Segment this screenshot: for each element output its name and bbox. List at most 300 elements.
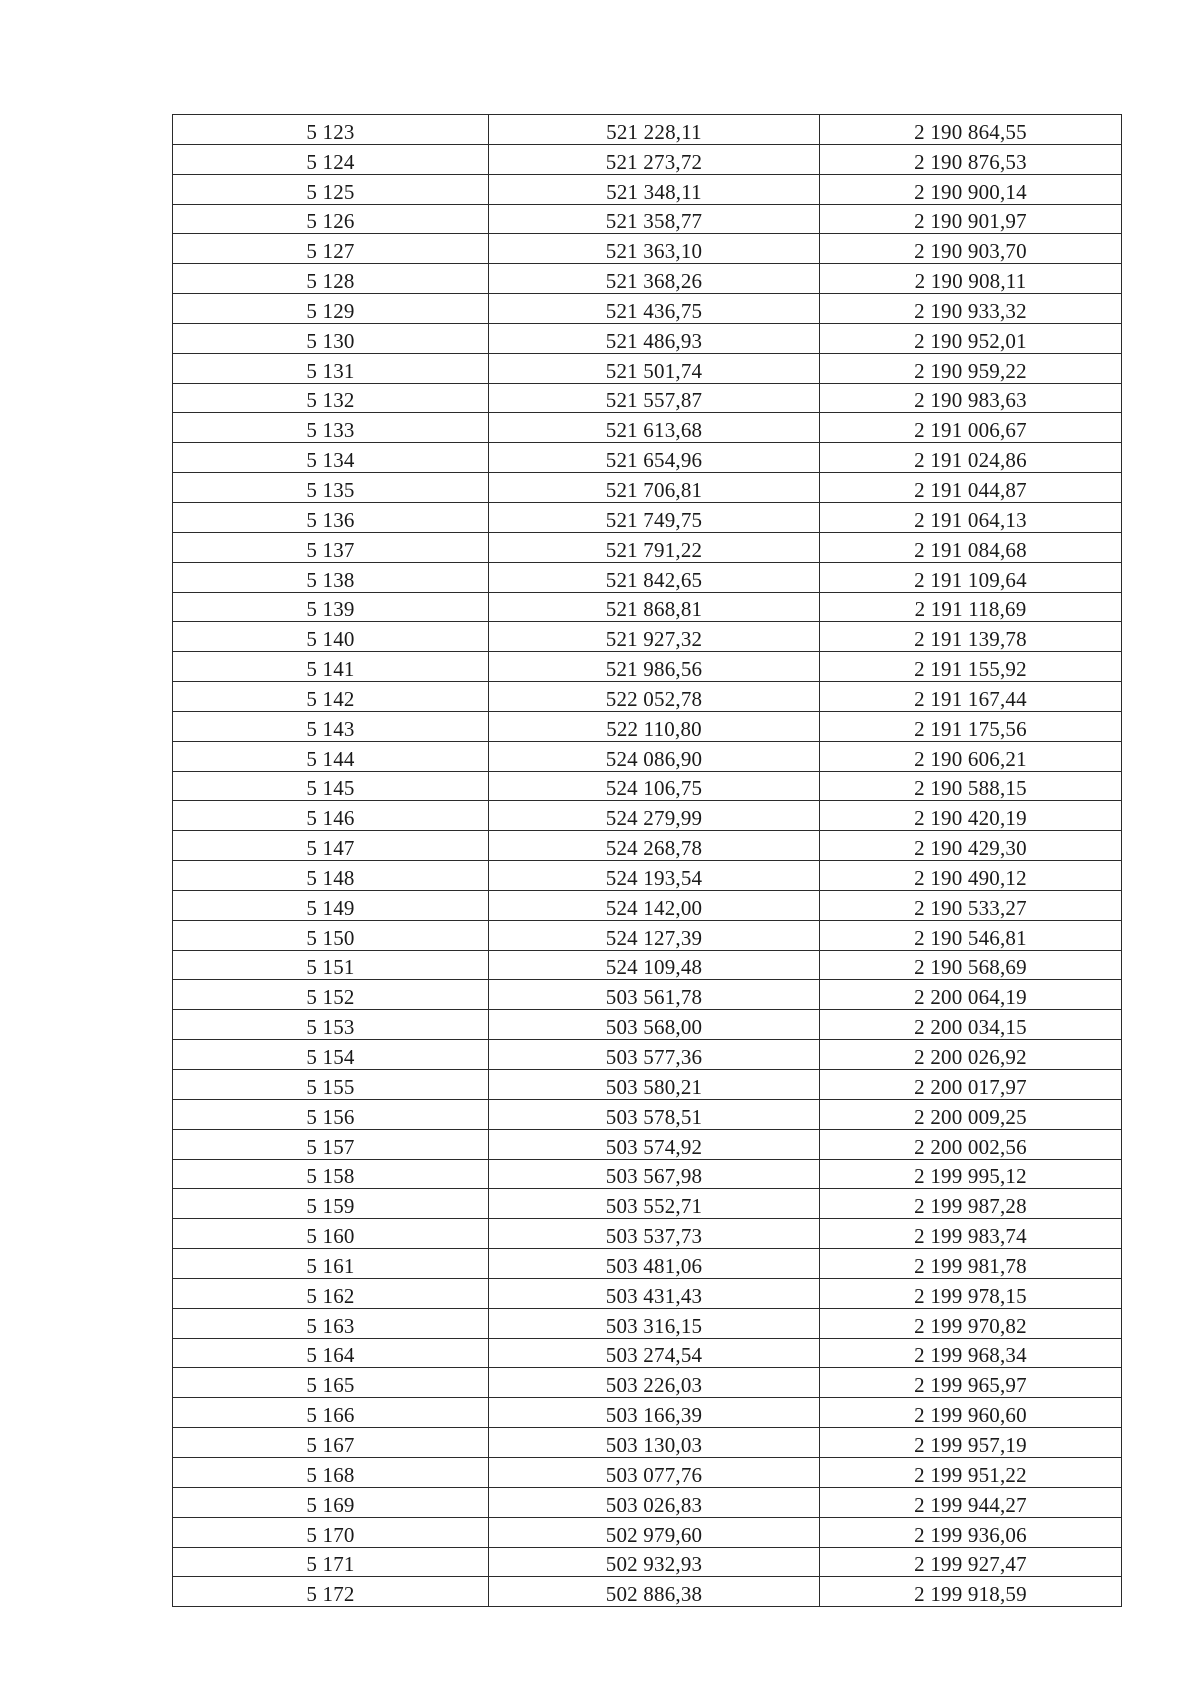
y-coordinate-text: 2 191 175,56	[914, 716, 1027, 741]
point-number-cell	[173, 204, 489, 234]
y-coordinate-text: 2 191 167,44	[914, 686, 1027, 711]
y-coordinate-text: 2 191 064,13	[914, 507, 1027, 532]
point-number-text: 5 165	[306, 1373, 355, 1398]
x-coordinate-text: 521 486,93	[605, 328, 703, 353]
x-coordinate-text: 524 109,48	[605, 955, 703, 980]
table-row	[173, 234, 1122, 264]
point-number-text: 5 128	[306, 269, 355, 294]
point-number-cell	[173, 174, 489, 204]
table-row	[173, 711, 1122, 741]
x-coordinate-cell	[489, 204, 820, 234]
x-coordinate-cell	[489, 413, 820, 443]
x-coordinate-text: 503 580,21	[605, 1074, 703, 1099]
table-row	[173, 532, 1122, 562]
x-coordinate-text: 524 086,90	[605, 746, 703, 771]
point-number-cell	[173, 1159, 489, 1189]
y-coordinate-cell	[820, 174, 1122, 204]
table-row	[173, 1368, 1122, 1398]
point-number-cell	[173, 115, 489, 145]
point-number-cell	[173, 532, 489, 562]
table-row	[173, 1338, 1122, 1368]
table-row	[173, 323, 1122, 353]
x-coordinate-cell	[489, 1249, 820, 1279]
point-number-text: 5 127	[306, 239, 355, 264]
y-coordinate-cell	[820, 1398, 1122, 1428]
point-number-text: 5 125	[306, 179, 355, 204]
point-number-text: 5 152	[306, 985, 355, 1010]
y-coordinate-text: 2 199 987,28	[914, 1194, 1027, 1219]
y-coordinate-text: 2 190 952,01	[914, 328, 1027, 353]
point-number-text: 5 126	[306, 209, 355, 234]
x-coordinate-text: 503 577,36	[605, 1045, 703, 1069]
x-coordinate-cell	[489, 1099, 820, 1129]
y-coordinate-cell	[820, 234, 1122, 264]
table-row	[173, 115, 1122, 145]
point-number-text: 5 148	[306, 865, 355, 890]
point-number-text: 5 150	[306, 925, 355, 950]
x-coordinate-cell	[489, 801, 820, 831]
y-coordinate-cell	[820, 771, 1122, 801]
coordinates-table	[172, 114, 1122, 1607]
point-number-cell	[173, 652, 489, 682]
point-number-text: 5 143	[306, 716, 355, 741]
y-coordinate-text: 2 190 568,69	[914, 955, 1027, 980]
y-coordinate-text: 2 190 546,81	[914, 925, 1027, 950]
x-coordinate-cell	[489, 711, 820, 741]
y-coordinate-text: 2 199 918,59	[914, 1582, 1027, 1607]
y-coordinate-cell	[820, 652, 1122, 682]
table-row	[173, 1040, 1122, 1070]
table-row	[173, 1547, 1122, 1577]
y-coordinate-text: 2 200 009,25	[914, 1104, 1027, 1129]
x-coordinate-text: 521 436,75	[605, 298, 703, 323]
point-number-text: 5 161	[306, 1253, 355, 1278]
point-number-text: 5 137	[306, 537, 355, 562]
y-coordinate-text: 2 191 109,64	[914, 567, 1027, 592]
y-coordinate-cell	[820, 1099, 1122, 1129]
table-row	[173, 204, 1122, 234]
point-number-text: 5 141	[306, 657, 355, 682]
table-row	[173, 682, 1122, 712]
y-coordinate-cell	[820, 1547, 1122, 1577]
x-coordinate-cell	[489, 383, 820, 413]
point-number-text: 5 172	[306, 1582, 355, 1607]
x-coordinate-cell	[489, 622, 820, 652]
point-number-text: 5 135	[306, 477, 355, 502]
y-coordinate-cell	[820, 353, 1122, 383]
y-coordinate-text: 2 191 006,67	[914, 418, 1027, 443]
y-coordinate-cell	[820, 1577, 1122, 1607]
point-number-text: 5 160	[306, 1224, 355, 1249]
point-number-text: 5 142	[306, 686, 355, 711]
x-coordinate-text: 503 166,39	[605, 1403, 703, 1428]
x-coordinate-text: 502 932,93	[605, 1552, 703, 1577]
y-coordinate-cell	[820, 682, 1122, 712]
x-coordinate-cell	[489, 682, 820, 712]
y-coordinate-text: 2 191 118,69	[914, 597, 1027, 622]
y-coordinate-cell	[820, 502, 1122, 532]
y-coordinate-text: 2 200 026,92	[914, 1045, 1027, 1069]
x-coordinate-cell	[489, 473, 820, 503]
y-coordinate-text: 2 191 084,68	[914, 537, 1027, 562]
point-number-cell	[173, 383, 489, 413]
y-coordinate-text: 2 190 903,70	[914, 239, 1027, 264]
x-coordinate-text: 503 568,00	[605, 1015, 703, 1040]
point-number-cell	[173, 1070, 489, 1100]
table-row	[173, 1308, 1122, 1338]
y-coordinate-cell	[820, 473, 1122, 503]
x-coordinate-cell	[489, 443, 820, 473]
y-coordinate-cell	[820, 1487, 1122, 1517]
x-coordinate-cell	[489, 1457, 820, 1487]
x-coordinate-text: 522 052,78	[605, 686, 703, 711]
point-number-text: 5 146	[306, 806, 355, 831]
x-coordinate-text: 503 578,51	[605, 1104, 703, 1129]
table-row	[173, 1129, 1122, 1159]
point-number-text: 5 144	[306, 746, 355, 771]
y-coordinate-text: 2 190 864,55	[914, 119, 1027, 144]
table-row	[173, 473, 1122, 503]
table-row	[173, 831, 1122, 861]
point-number-cell	[173, 1099, 489, 1129]
x-coordinate-cell	[489, 920, 820, 950]
point-number-text: 5 166	[306, 1403, 355, 1428]
table-row	[173, 920, 1122, 950]
table-row	[173, 502, 1122, 532]
point-number-cell	[173, 1398, 489, 1428]
x-coordinate-text: 521 868,81	[605, 597, 703, 622]
x-coordinate-cell	[489, 1010, 820, 1040]
y-coordinate-text: 2 199 965,97	[914, 1373, 1027, 1398]
x-coordinate-cell	[489, 264, 820, 294]
table-row	[173, 622, 1122, 652]
point-number-text: 5 138	[306, 567, 355, 592]
table-row	[173, 413, 1122, 443]
x-coordinate-cell	[489, 652, 820, 682]
y-coordinate-text: 2 200 034,15	[914, 1015, 1027, 1040]
y-coordinate-text: 2 190 876,53	[914, 149, 1027, 174]
y-coordinate-cell	[820, 115, 1122, 145]
point-number-text: 5 131	[306, 358, 355, 383]
point-number-cell	[173, 801, 489, 831]
x-coordinate-text: 521 986,56	[605, 657, 703, 682]
table-row	[173, 1517, 1122, 1547]
y-coordinate-cell	[820, 801, 1122, 831]
table-row	[173, 1219, 1122, 1249]
x-coordinate-text: 524 279,99	[605, 806, 703, 831]
table-row	[173, 1099, 1122, 1129]
y-coordinate-cell	[820, 1010, 1122, 1040]
point-number-text: 5 163	[306, 1313, 355, 1338]
y-coordinate-cell	[820, 264, 1122, 294]
point-number-cell	[173, 144, 489, 174]
x-coordinate-text: 502 886,38	[605, 1582, 703, 1607]
y-coordinate-text: 2 190 959,22	[914, 358, 1027, 383]
point-number-cell	[173, 473, 489, 503]
y-coordinate-text: 2 199 957,19	[914, 1432, 1027, 1457]
x-coordinate-cell	[489, 234, 820, 264]
point-number-text: 5 136	[306, 507, 355, 532]
table-row	[173, 741, 1122, 771]
x-coordinate-text: 503 077,76	[605, 1462, 703, 1487]
y-coordinate-cell	[820, 1070, 1122, 1100]
table-row	[173, 443, 1122, 473]
x-coordinate-cell	[489, 562, 820, 592]
y-coordinate-text: 2 191 155,92	[914, 657, 1027, 682]
x-coordinate-text: 521 358,77	[605, 209, 703, 234]
table-row	[173, 1457, 1122, 1487]
y-coordinate-cell	[820, 890, 1122, 920]
table-row	[173, 174, 1122, 204]
x-coordinate-cell	[489, 831, 820, 861]
point-number-text: 5 169	[306, 1492, 355, 1517]
point-number-cell	[173, 622, 489, 652]
y-coordinate-cell	[820, 622, 1122, 652]
y-coordinate-cell	[820, 532, 1122, 562]
x-coordinate-text: 521 927,32	[605, 627, 703, 652]
point-number-text: 5 155	[306, 1074, 355, 1099]
y-coordinate-cell	[820, 711, 1122, 741]
point-number-cell	[173, 562, 489, 592]
y-coordinate-cell	[820, 144, 1122, 174]
x-coordinate-text: 503 226,03	[605, 1373, 703, 1398]
x-coordinate-text: 521 557,87	[605, 388, 703, 413]
point-number-text: 5 147	[306, 836, 355, 861]
x-coordinate-text: 521 613,68	[605, 418, 703, 443]
y-coordinate-cell	[820, 950, 1122, 980]
x-coordinate-cell	[489, 1368, 820, 1398]
point-number-cell	[173, 1189, 489, 1219]
x-coordinate-text: 524 142,00	[605, 895, 703, 920]
x-coordinate-cell	[489, 532, 820, 562]
point-number-cell	[173, 980, 489, 1010]
point-number-cell	[173, 950, 489, 980]
x-coordinate-cell	[489, 502, 820, 532]
x-coordinate-cell	[489, 1040, 820, 1070]
y-coordinate-cell	[820, 383, 1122, 413]
point-number-cell	[173, 1457, 489, 1487]
point-number-cell	[173, 1547, 489, 1577]
y-coordinate-cell	[820, 1428, 1122, 1458]
table-row	[173, 1428, 1122, 1458]
y-coordinate-text: 2 191 044,87	[914, 477, 1027, 502]
x-coordinate-cell	[489, 771, 820, 801]
point-number-cell	[173, 294, 489, 324]
y-coordinate-text: 2 190 908,11	[914, 269, 1027, 294]
point-number-text: 5 140	[306, 627, 355, 652]
y-coordinate-text: 2 199 944,27	[914, 1492, 1027, 1517]
y-coordinate-text: 2 190 420,19	[914, 806, 1027, 831]
point-number-cell	[173, 890, 489, 920]
point-number-cell	[173, 443, 489, 473]
y-coordinate-text: 2 191 024,86	[914, 448, 1027, 473]
point-number-cell	[173, 1129, 489, 1159]
y-coordinate-cell	[820, 323, 1122, 353]
y-coordinate-text: 2 190 900,14	[914, 179, 1027, 204]
y-coordinate-cell	[820, 861, 1122, 891]
point-number-text: 5 132	[306, 388, 355, 413]
y-coordinate-cell	[820, 413, 1122, 443]
point-number-text: 5 153	[306, 1015, 355, 1040]
x-coordinate-text: 524 127,39	[605, 925, 703, 950]
point-number-cell	[173, 1338, 489, 1368]
x-coordinate-text: 521 749,75	[605, 507, 703, 532]
point-number-cell	[173, 1278, 489, 1308]
point-number-text: 5 130	[306, 328, 355, 353]
y-coordinate-text: 2 199 927,47	[914, 1552, 1027, 1577]
point-number-text: 5 149	[306, 895, 355, 920]
point-number-text: 5 154	[306, 1045, 355, 1069]
x-coordinate-text: 521 842,65	[605, 567, 703, 592]
y-coordinate-text: 2 190 490,12	[914, 865, 1027, 890]
y-coordinate-cell	[820, 1308, 1122, 1338]
y-coordinate-cell	[820, 294, 1122, 324]
x-coordinate-text: 524 193,54	[605, 865, 703, 890]
table-row	[173, 1487, 1122, 1517]
point-number-cell	[173, 1249, 489, 1279]
x-coordinate-text: 503 537,73	[605, 1224, 703, 1249]
point-number-text: 5 134	[306, 448, 355, 473]
x-coordinate-cell	[489, 1070, 820, 1100]
y-coordinate-cell	[820, 1338, 1122, 1368]
x-coordinate-cell	[489, 1398, 820, 1428]
y-coordinate-text: 2 199 983,74	[914, 1224, 1027, 1249]
point-number-cell	[173, 1517, 489, 1547]
table-row	[173, 144, 1122, 174]
table-row	[173, 1249, 1122, 1279]
point-number-cell	[173, 592, 489, 622]
y-coordinate-cell	[820, 1040, 1122, 1070]
table-row	[173, 950, 1122, 980]
x-coordinate-text: 503 567,98	[605, 1164, 703, 1189]
x-coordinate-text: 521 654,96	[605, 448, 703, 473]
x-coordinate-text: 521 368,26	[605, 269, 703, 294]
point-number-cell	[173, 1308, 489, 1338]
y-coordinate-cell	[820, 1278, 1122, 1308]
y-coordinate-text: 2 199 981,78	[914, 1253, 1027, 1278]
table-row	[173, 980, 1122, 1010]
y-coordinate-cell	[820, 1189, 1122, 1219]
y-coordinate-text: 2 199 978,15	[914, 1283, 1027, 1308]
y-coordinate-text: 2 200 017,97	[914, 1074, 1027, 1099]
point-number-text: 5 124	[306, 149, 355, 174]
x-coordinate-cell	[489, 1338, 820, 1368]
x-coordinate-cell	[489, 741, 820, 771]
point-number-text: 5 133	[306, 418, 355, 443]
x-coordinate-text: 503 552,71	[605, 1194, 703, 1219]
y-coordinate-text: 2 191 139,78	[914, 627, 1027, 652]
table-row	[173, 1278, 1122, 1308]
coordinates-table-body	[173, 115, 1122, 1607]
point-number-cell	[173, 1368, 489, 1398]
y-coordinate-cell	[820, 1129, 1122, 1159]
x-coordinate-cell	[489, 1517, 820, 1547]
table-row	[173, 801, 1122, 831]
x-coordinate-cell	[489, 323, 820, 353]
table-row	[173, 890, 1122, 920]
y-coordinate-text: 2 199 995,12	[914, 1164, 1027, 1189]
x-coordinate-text: 503 574,92	[605, 1134, 703, 1159]
x-coordinate-text: 503 316,15	[605, 1313, 703, 1338]
table-row	[173, 1159, 1122, 1189]
table-row	[173, 592, 1122, 622]
y-coordinate-text: 2 199 960,60	[914, 1403, 1027, 1428]
x-coordinate-cell	[489, 890, 820, 920]
point-number-text: 5 167	[306, 1432, 355, 1457]
table-row	[173, 353, 1122, 383]
x-coordinate-text: 503 561,78	[605, 985, 703, 1010]
x-coordinate-text: 503 431,43	[605, 1283, 703, 1308]
x-coordinate-cell	[489, 1159, 820, 1189]
table-row	[173, 1189, 1122, 1219]
table-row	[173, 771, 1122, 801]
y-coordinate-cell	[820, 592, 1122, 622]
x-coordinate-cell	[489, 353, 820, 383]
point-number-cell	[173, 1487, 489, 1517]
point-number-cell	[173, 1219, 489, 1249]
point-number-text: 5 139	[306, 597, 355, 622]
y-coordinate-text: 2 199 968,34	[914, 1343, 1027, 1368]
table-row	[173, 1010, 1122, 1040]
point-number-text: 5 151	[306, 955, 355, 980]
point-number-cell	[173, 831, 489, 861]
y-coordinate-text: 2 190 429,30	[914, 836, 1027, 861]
x-coordinate-text: 521 501,74	[605, 358, 703, 383]
table-row	[173, 1577, 1122, 1607]
y-coordinate-cell	[820, 1219, 1122, 1249]
table-row	[173, 861, 1122, 891]
y-coordinate-cell	[820, 980, 1122, 1010]
x-coordinate-cell	[489, 980, 820, 1010]
table-row	[173, 1398, 1122, 1428]
point-number-cell	[173, 323, 489, 353]
point-number-cell	[173, 741, 489, 771]
x-coordinate-text: 524 268,78	[605, 836, 703, 861]
x-coordinate-text: 503 274,54	[605, 1343, 703, 1368]
point-number-cell	[173, 1577, 489, 1607]
point-number-text: 5 164	[306, 1343, 355, 1368]
y-coordinate-cell	[820, 1517, 1122, 1547]
y-coordinate-text: 2 190 588,15	[914, 776, 1027, 801]
point-number-cell	[173, 234, 489, 264]
table-row	[173, 264, 1122, 294]
x-coordinate-cell	[489, 174, 820, 204]
x-coordinate-cell	[489, 1577, 820, 1607]
x-coordinate-text: 521 228,11	[606, 119, 702, 144]
point-number-text: 5 123	[306, 119, 355, 144]
y-coordinate-cell	[820, 562, 1122, 592]
x-coordinate-cell	[489, 1308, 820, 1338]
x-coordinate-cell	[489, 592, 820, 622]
x-coordinate-text: 503 130,03	[605, 1432, 703, 1457]
y-coordinate-text: 2 200 002,56	[914, 1134, 1027, 1159]
y-coordinate-text: 2 190 983,63	[914, 388, 1027, 413]
y-coordinate-text: 2 190 533,27	[914, 895, 1027, 920]
y-coordinate-cell	[820, 1159, 1122, 1189]
point-number-cell	[173, 1010, 489, 1040]
x-coordinate-text: 521 706,81	[605, 477, 703, 502]
point-number-cell	[173, 264, 489, 294]
table-row	[173, 652, 1122, 682]
point-number-cell	[173, 502, 489, 532]
x-coordinate-text: 502 979,60	[605, 1522, 703, 1547]
x-coordinate-text: 524 106,75	[605, 776, 703, 801]
x-coordinate-text: 521 273,72	[605, 149, 703, 174]
y-coordinate-text: 2 190 933,32	[914, 298, 1027, 323]
x-coordinate-cell	[489, 1129, 820, 1159]
y-coordinate-text: 2 199 936,06	[914, 1522, 1027, 1547]
y-coordinate-cell	[820, 831, 1122, 861]
